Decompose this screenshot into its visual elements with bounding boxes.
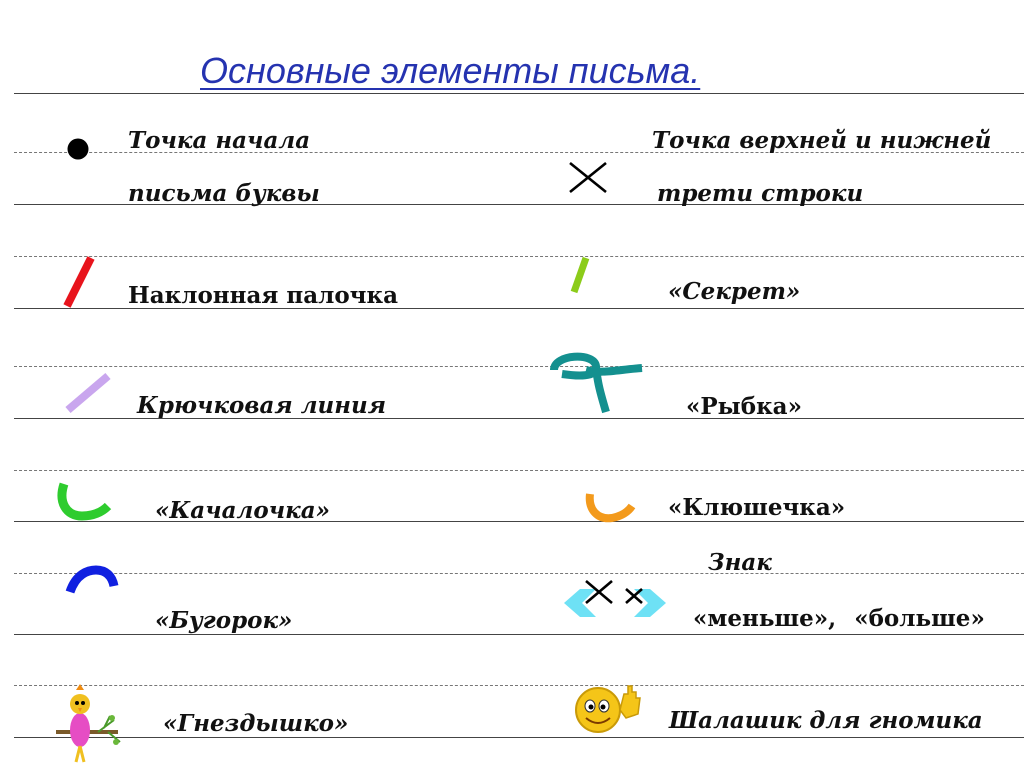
less-greater-sign-icon xyxy=(556,575,674,631)
dashed-line xyxy=(14,366,1024,367)
third-points-label-2: трети строки xyxy=(657,180,864,207)
teal-fish-loop-icon xyxy=(546,350,650,416)
orange-hockey-stick-icon xyxy=(580,490,640,526)
fish-label: «Рыбка» xyxy=(686,393,802,420)
third-points-label-1: Точка верхней и нижней xyxy=(652,127,992,154)
dashed-line xyxy=(14,685,1024,686)
page-title: Основные элементы письма. xyxy=(200,50,701,91)
ruled-line xyxy=(14,634,1024,635)
dashed-line xyxy=(14,470,1024,471)
less-label: «меньше» xyxy=(693,605,829,632)
gnome-hut-label: Шалашик для гномика xyxy=(669,707,983,734)
sign-label: Знак xyxy=(708,549,772,576)
less-more-label xyxy=(693,605,985,632)
cross-mark-icon xyxy=(566,160,612,196)
start-point-label-2: письма буквы xyxy=(128,180,320,207)
red-slanted-stick-icon xyxy=(55,250,103,316)
slanted-stick-label: Наклонная палочка xyxy=(128,282,399,309)
start-point-label-1: Точка начала xyxy=(128,127,311,154)
ruled-line xyxy=(14,737,1024,738)
smiley-waving-icon xyxy=(570,680,650,738)
hump-label: «Бугорок» xyxy=(155,607,293,634)
bird-icon xyxy=(52,684,124,766)
dashed-line xyxy=(14,256,1024,257)
lime-secret-stroke-icon xyxy=(562,252,596,296)
secret-label: «Секрет» xyxy=(668,278,801,305)
hockey-stick-label: «Клюшечка» xyxy=(668,494,846,521)
ruled-line xyxy=(14,93,1024,94)
swing-label: «Качалочка» xyxy=(155,497,331,524)
black-dot-icon xyxy=(64,136,94,166)
blue-hump-icon xyxy=(62,560,124,600)
dashed-line xyxy=(14,573,1024,574)
lilac-hook-line-icon xyxy=(58,366,122,420)
separator: , xyxy=(828,605,837,632)
green-swing-icon xyxy=(50,476,116,526)
more-label: «больше» xyxy=(854,605,985,632)
hook-line-label: Крючковая линия xyxy=(137,392,387,419)
nest-label: «Гнездышко» xyxy=(163,710,349,737)
